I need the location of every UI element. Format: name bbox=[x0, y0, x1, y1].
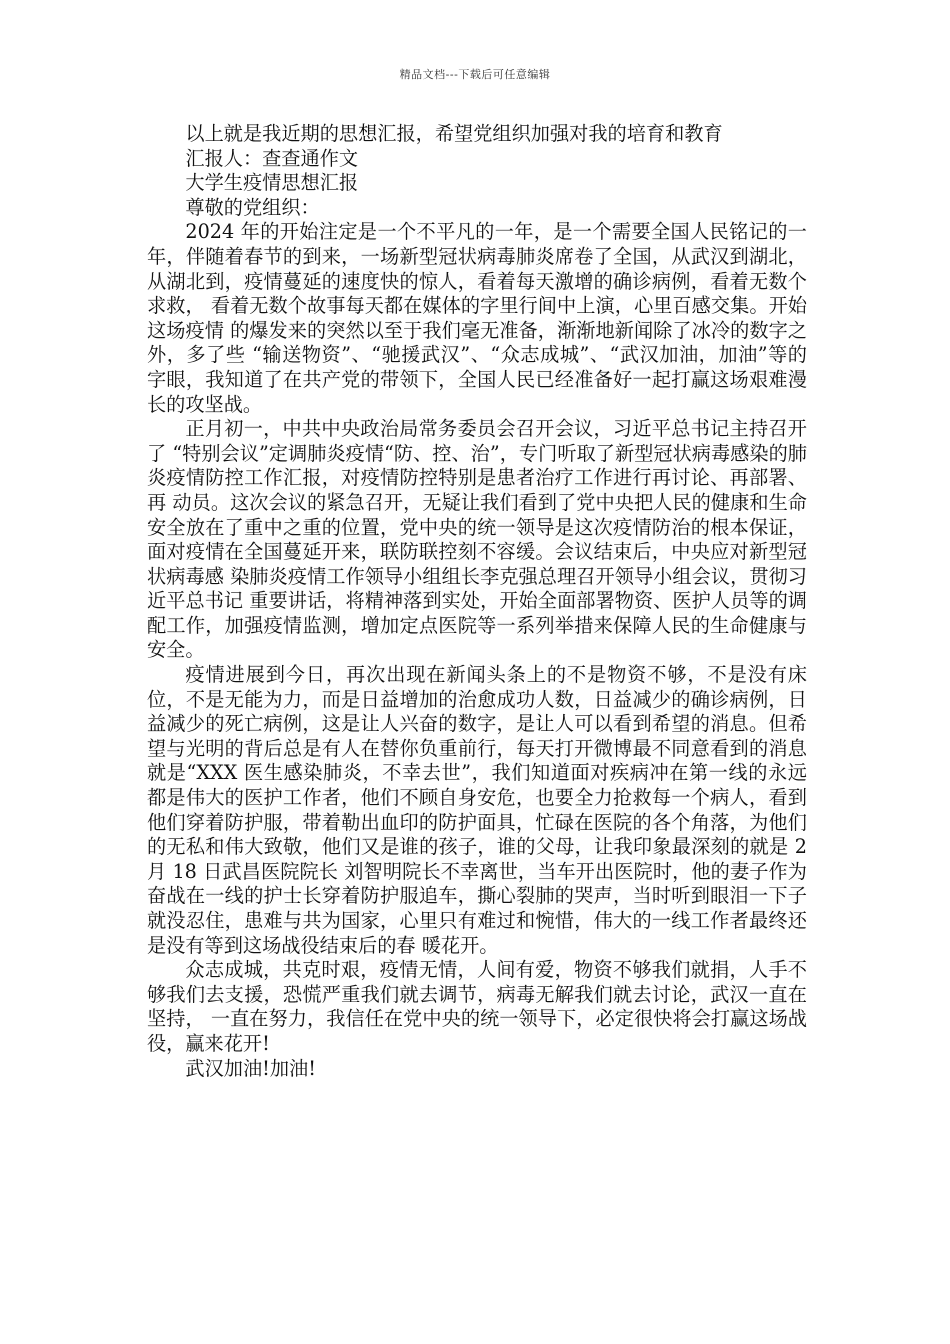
body-paragraph-2: 正月初一，中共中央政治局常务委员会召开会议，习近平总书记主持召开了 “特别会议”定调肺炎疫情“防、控、治”，专门听取了新型冠状病毒感染的肺 炎疫情防控工作汇报，对疫情防控特别是患者治疗工作进行再讨论、再部署、再 动员。这次会议的紧急召开，无疑让我们看到了党中央把人民的健康和生命安全放在了重中之重的位置，党中央的统一领导是这次疫情防治的根本保证，面对疫情在全国蔓延开来，联防联控刻不容缓。会议结束后，中央应对新型冠状病毒感 染肺炎疫情工作领导小组组长李克强总理召开领导小组会议，贯彻习近平总书记 重要讲话，将精神落到实处，开始全面部署物资、医护人员等的调配工作，加强疫情监测，增加定点医院等一系列举措来保障人民的生命健康与安全。 bbox=[147, 417, 807, 662]
page-header: 精品文档---下载后可任意编辑 bbox=[399, 68, 551, 81]
body-paragraph-4: 众志成城，共克时艰，疫情无情，人间有爱，物资不够我们就捐，人手不够我们去支援，恐慌严重我们就去调节，病毒无解我们就去讨论，武汉一直在坚持， 一直在努力，我信任在党中央的统一领导下，必定很快将会打赢这场战役，赢来花开! bbox=[147, 958, 807, 1055]
document-body bbox=[147, 122, 807, 1081]
reporter-line: 汇报人：查查通作文 bbox=[185, 146, 359, 170]
body-paragraph-3: 疫情进展到今日，再次出现在新闻头条上的不是物资不够，不是没有床位，不是无能为力，而是日益增加的治愈成功人数，日益减少的确诊病例，日益减少的死亡病例，这是让人兴奋的数字，是让人可以看到希望的消息。但希望与光明的背后总是有人在替你负重前行，每天打开微博最不同意看到的消息就是“XXX 医生感染肺炎，不幸去世”，我们知道面对疾病冲在第一线的永远都是伟大的医护工作者，他们不顾自身安危，也要全力抢救每一个病人，看到他们穿着防护服，带着勒出血印的防护面具，忙碌在医院的各个角落，为他们的无私和伟大致敬，他们又是谁的孩子，谁的父母，让我印象最深刻的就是 2 月 18 日武昌医院院长 刘智明院长不幸离世，当车开出医院时，他的妻子作为奋战在一线的护士长穿着防护服追车，撕心裂肺的哭声，当时听到眼泪一下子就没忍住，患难与共为国家，心里只有难过和惋惜，伟大的一线工作者最终还是没有等到这场战役结束后的春 暖花开。 bbox=[147, 663, 807, 957]
salutation: 尊敬的党组织： bbox=[185, 195, 320, 219]
body-paragraph-1: 2024 年的开始注定是一个不平凡的一年，是一个需要全国人民铭记的一年，伴随着春节的到来，一场新型冠状病毒肺炎席卷了全国，从武汉到湖北，从湖北到，疫情蔓延的速度快的惊人，看着每天激增的确诊病例，看着无数个求救， 看着无数个故事每天都在媒体的字里行间中上演，心里百感交集。开始这场疫情 的爆发来的突然以至于我们毫无准备，渐渐地新闻除了冰冷的数字之外，多了些 “输送物资”、“驰援武汉”、“众志成城”、“武汉加油，加油”等的字眼，我知道了在共产党的带领下，全国人民已经准备好一起打赢这场艰难漫长的攻坚战。 bbox=[147, 220, 807, 416]
final-cheer: 武汉加油!加油! bbox=[185, 1056, 316, 1080]
document-title: 大学生疫情思想汇报 bbox=[185, 171, 359, 195]
closing-paragraph: 以上就是我近期的思想汇报，希望党组织加强对我的培育和教育 bbox=[185, 122, 723, 145]
